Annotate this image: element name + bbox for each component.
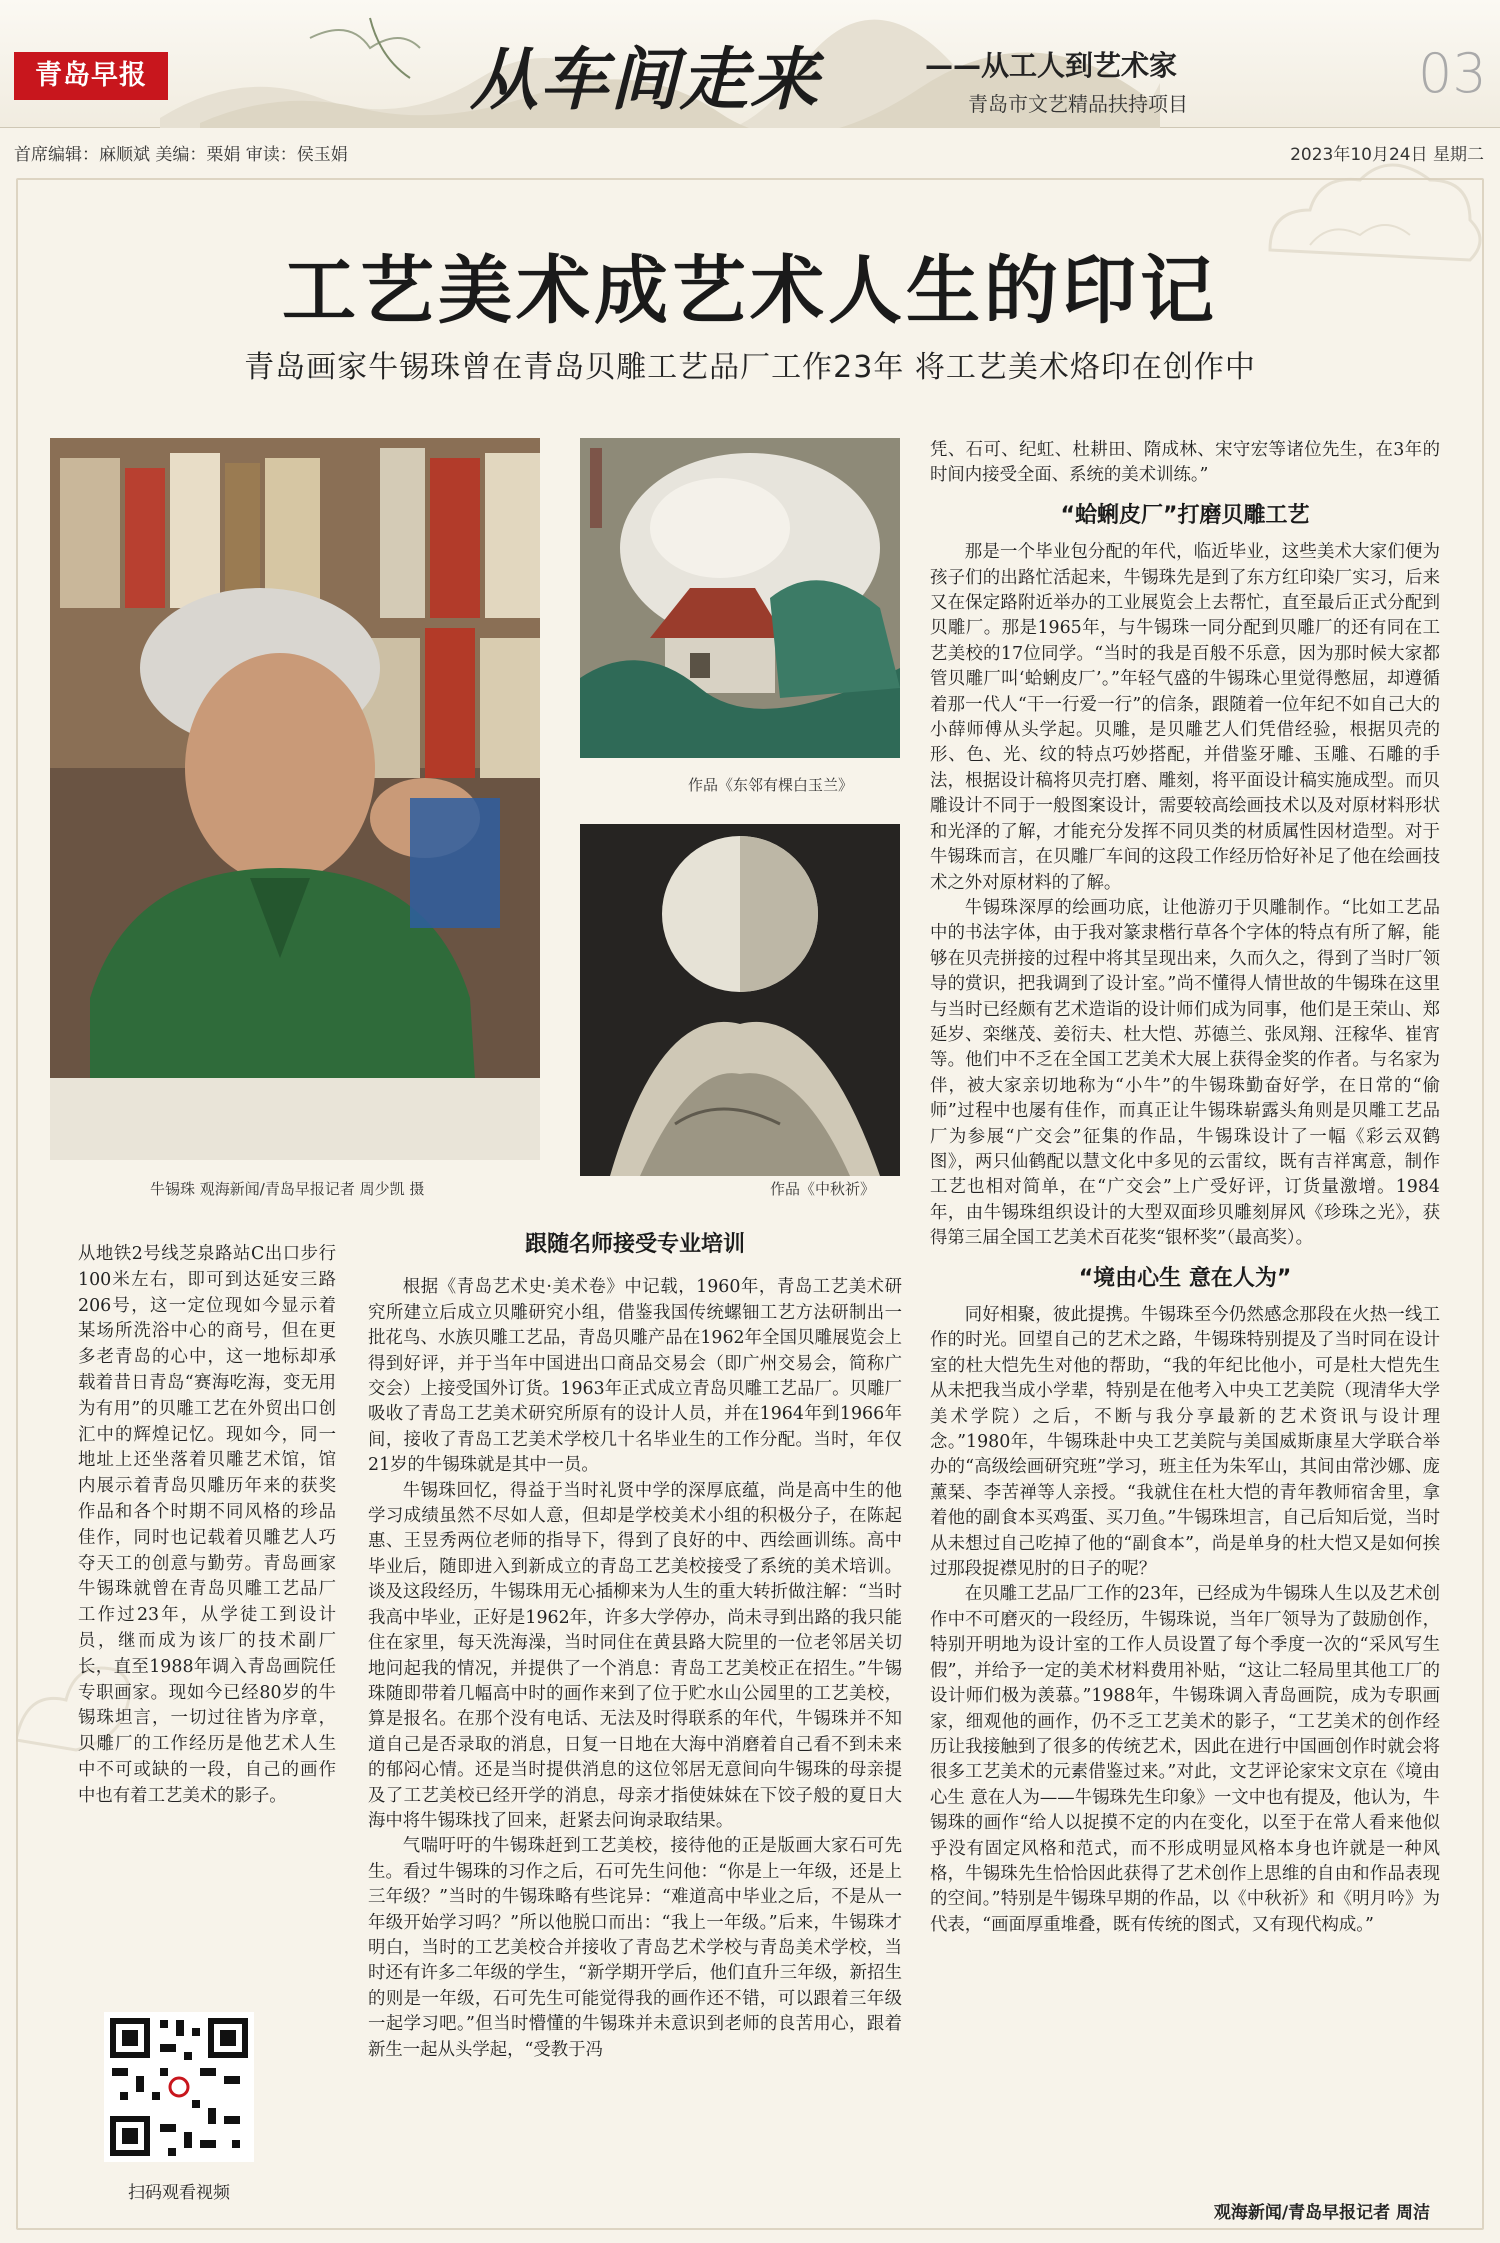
artwork-caption-1: 作品《东邻有棵白玉兰》: [688, 776, 854, 794]
artwork-mid-autumn: [580, 824, 900, 1176]
artist-photo: [50, 438, 540, 1160]
section-title-shell-factory: “蛤蜊皮厂”打磨贝雕工艺: [1060, 502, 1310, 528]
issue-date: 2023年10月24日 星期二: [1290, 145, 1484, 165]
subheadline: 青岛画家牛锡珠曾在青岛贝雕工艺品厂工作23年 将工艺美术烙印在创作中: [244, 350, 1256, 385]
article-column-2: [368, 1232, 902, 2063]
qr-caption: 扫码观看视频: [128, 2183, 230, 2203]
paragraph: 气喘吁吁的牛锡珠赶到工艺美校，接待他的正是版画大家石可先生。看过牛锡珠的习作之后，石可先生问他：“你是上一年级，还是上三年级？”当时的牛锡珠略有些诧异：“难道高中毕业之后，不是从一年级开始学习吗？”所以他脱口而出：“我上一年级。”后来，牛锡珠才明白，当时的工艺美校合并接收了青岛艺术学校与青岛美术学校，当时还有许多二年级的学生，“新学期开学后，他们直升三年级，新招生的则是一年级，石可先生可能觉得我的画作还不错，可以跟着三年级一起学习吧。”但当时懵懂的牛锡珠并未意识到老师的良苦用心，跟着新生一起从头学起，“受教于冯: [368, 1836, 902, 2060]
project-label: 青岛市文艺精品扶持项目: [968, 92, 1188, 116]
artwork-magnolia: [580, 438, 900, 758]
column-subtitle: ——从工人到艺术家: [925, 49, 1178, 82]
section-title-mind: “境由心生 意在人为”: [1078, 1265, 1292, 1291]
article-column-3: [930, 438, 1440, 1938]
paragraph: 牛锡珠深厚的绘画功底，让他游刃于贝雕制作。“比如工艺品中的书法字体，由于我对篆隶楷行草各个字体的特点有所了解，能够在贝壳拼接的过程中将其呈现出来，久而久之，得到了当时厂领导的赏识，把我调到了设计室。”尚不懂得人情世故的牛锡珠在这里与当时已经颇有艺术造诣的设计师们成为同事，他们是王荣山、郑延岁、栾继茂、姜衍夫、杜大恺、苏德兰、张凤翔、汪稼华、崔宵等。他们中不乏在全国工艺美术大展上获得金奖的作者。与名家为伴，被大家亲切地称为“小牛”的牛锡珠勤奋好学，在日常的“偷师”过程中也屡有佳作，而真正让牛锡珠崭露头角则是贝雕工艺品厂为参展“广交会”征集的作品，牛锡珠设计了一幅《彩云双鹤图》，两只仙鹤配以慧文化中多见的云雷纹，既有吉祥寓意，制作工艺也相对简单，在“广交会”上广受好评，订货量激增。1984年，由牛锡珠组织设计的大型双面珍贝雕刻屏风《珍珠之光》，获得第三届全国工艺美术百花奖“银杯奖”（最高奖）。: [930, 897, 1440, 1249]
sidebar-intro: 从地铁2号线芝泉路站C出口步行100米左右，即可到达延安三路206号，这一定位现如今显示着某场所洗浴中心的商号，但在更多老青岛的心中，这一地标却承载着昔日青岛“赛海吃海，变无用为有用”的贝雕工艺在外贸出口创汇中的辉煌记忆。现如今，同一地址上还坐落着贝雕艺术馆，馆内展示着青岛贝雕历年来的获奖作品和各个时期不同风格的珍品佳作，同时也记载着贝雕艺人巧夺天工的创意与勤劳。青岛画家牛锡珠就曾在青岛贝雕工艺品厂工作过23年，从学徒工到设计员，继而成为该厂的技术副厂长，直至1988年调入青岛画院任专职画家。现如今已经80岁的牛锡珠坦言，一切过往皆为序章，贝雕厂的工作经历是他艺术人生中不可或缺的一段，自己的画作中也有着工艺美术的影子。: [78, 1244, 336, 1806]
masthead: [0, 0, 1500, 128]
paragraph: 根据《青岛艺术史·美术卷》中记载，1960年，青岛工艺美术研究所建立后成立贝雕研究小组，借鉴我国传统螺钿工艺方法研制出一批花鸟、水族贝雕工艺品，青岛贝雕产品在1962年全国贝雕展览会上得到好评，并于当年中国进出口商品交易会（即广州交易会，简称广交会）上接受国外订货。1963年正式成立青岛贝雕工艺品厂。贝雕厂吸收了青岛工艺美术研究所原有的设计人员，并在1964年到1966年间，接收了青岛工艺美术学校几十名毕业生的工作分配。当时，年仅21岁的牛锡珠就是其中一员。: [368, 1277, 902, 1476]
artwork-caption-2: 作品《中秋祈》: [770, 1180, 876, 1198]
editor-credits: 首席编辑：麻顺斌 美编：栗娟 审读：侯玉娟: [14, 145, 348, 165]
reporter-byline: 观海新闻/青岛早报记者 周洁: [1213, 2203, 1430, 2223]
headline: 工艺美术成艺术人生的印记: [282, 248, 1218, 334]
section-title-training: 跟随名师接受专业培训: [524, 1232, 745, 1257]
photo-caption: 牛锡珠 观海新闻/青岛早报记者 周少凯 摄: [150, 1180, 425, 1198]
paragraph: 那是一个毕业包分配的年代，临近毕业，这些美术大家们便为孩子们的出路忙活起来，牛锡珠先是到了东方红印染厂实习，后来又在保定路附近举办的工业展览会上去帮忙，直至最后正式分配到贝雕厂。那是1965年，与牛锡珠一同分配到贝雕厂的还有同在工艺美校的17位同学。“当时的我是百般不乐意，因为那时候大家都管贝雕厂叫‘蛤蜊皮厂’。”年轻气盛的牛锡珠心里觉得憋屈，却遵循着那一代人“干一行爱一行”的信条，跟随着一位年纪不如自己大的小薛师傅从头学起。贝雕，是贝雕艺人们凭借经验，根据贝壳的形、色、光、纹的特点巧妙搭配，并借鉴牙雕、玉雕、石雕的手法，根据设计稿将贝壳打磨、雕刻，将平面设计稿实施成型。而贝雕设计不同于一般图案设计，需要较高绘画技术以及对原材料形状和光泽的了解，才能充分发挥不同贝类的材质属性因材造型。对于牛锡珠而言，在贝雕厂车间的这段工作经历恰好补足了他在绘画技术之外对原材料的了解。: [930, 542, 1440, 893]
paragraph: 凭、石可、纪虹、杜耕田、隋成林、宋守宏等诸位先生，在3年的时间内接受全面、系统的美术训练。”: [930, 440, 1440, 486]
paragraph: 在贝雕工艺品厂工作的23年，已经成为牛锡珠人生以及艺术创作中不可磨灭的一段经历，牛锡珠说，当年厂领导为了鼓励创作，特别开明地为设计室的工作人员设置了每个季度一次的“采风写生假”，并给予一定的美术材料费用补贴，“这让二轻局里其他工厂的设计师们极为羡慕。”1988年，牛锡珠调入青岛画院，成为专职画家，细观他的画作，仍不乏工艺美术的影子，“工艺美术的创作经历让我接触到了很多的传统艺术，因此在进行中国画创作时就会将很多工艺美术的元素借鉴过来。”对此，文艺评论家宋文京在《境由心生 意在人为——牛锡珠先生印象》一文中也有提及，他认为，牛锡珠的画作“给人以捉摸不定的内在变化，以至于在常人看来他似乎没有固定风格和范式，而不形成明显风格本身也许就是一种风格，牛锡珠先生恰恰因此获得了艺术创作上思维的自由和作品表现的空间。”特别是牛锡珠早期的作品，以《中秋祈》和《明月吟》为代表，“画面厚重堆叠，既有传统的图式，又有现代构成。”: [930, 1584, 1440, 1935]
qr-code[interactable]: [104, 2012, 254, 2162]
page-number: 03: [1418, 42, 1487, 105]
newspaper-logo: 青岛早报: [14, 52, 168, 100]
paragraph: 牛锡珠回忆，得益于当时礼贤中学的深厚底蕴，尚是高中生的他学习成绩虽然不尽如人意，但却是学校美术小组的积极分子，在陈起惠、王昱秀两位老师的指导下，得到了良好的中、西绘画训练。高中毕业后，随即进入到新成立的青岛工艺美校接受了系统的美术培训。谈及这段经历，牛锡珠用无心插柳来为人生的重大转折做注解：“当时我高中毕业，正好是1962年，许多大学停办，尚未寻到出路的我只能住在家里，每天洗海澡，当时同住在黄县路大院里的一位老邻居关切地问起我的情况，并提供了一个消息：青岛工艺美校正在招生。”牛锡珠随即带着几幅高中时的画作来到了位于贮水山公园里的工艺美校，算是报名。在那个没有电话、无法及时得联系的年代，牛锡珠并不知道自己是否录取的消息，日复一日地在大海中消磨着自己看不到未来的郁闷心情。还是当时提供消息的这位邻居无意间向牛锡珠的母亲提及了工艺美校已经开学的消息，母亲才指使妹妹在下饺子般的夏日大海中将牛锡珠找了回来，赶紧去问询录取结果。: [368, 1480, 902, 1831]
column-title: 从车间走来: [470, 40, 821, 120]
paragraph: 同好相聚，彼此提携。牛锡珠至今仍然感念那段在火热一线工作的时光。回望自己的艺术之路，牛锡珠特别提及了当时同在设计室的杜大恺先生对他的帮助，“我的年纪比他小，可是杜大恺先生从未把我当成小学辈，特别是在他考入中央工艺美院（现清华大学美术学院）之后，不断与我分享最新的艺术资讯与设计理念。”1980年，牛锡珠赴中央工艺美院与美国威斯康星大学联合举办的“高级绘画研究班”学习，班主任为朱军山，其间由常沙娜、庞薰琹、李苦禅等人亲授。“我就住在杜大恺的青年教师宿舍里，拿着他的副食本买鸡蛋、买刀鱼。”牛锡珠坦言，自己后知后觉，当时从未想过自己吃掉了他的“副食本”，尚是单身的杜大恺又是如何挨过那段捉襟见肘的日子的呢？: [930, 1305, 1440, 1580]
